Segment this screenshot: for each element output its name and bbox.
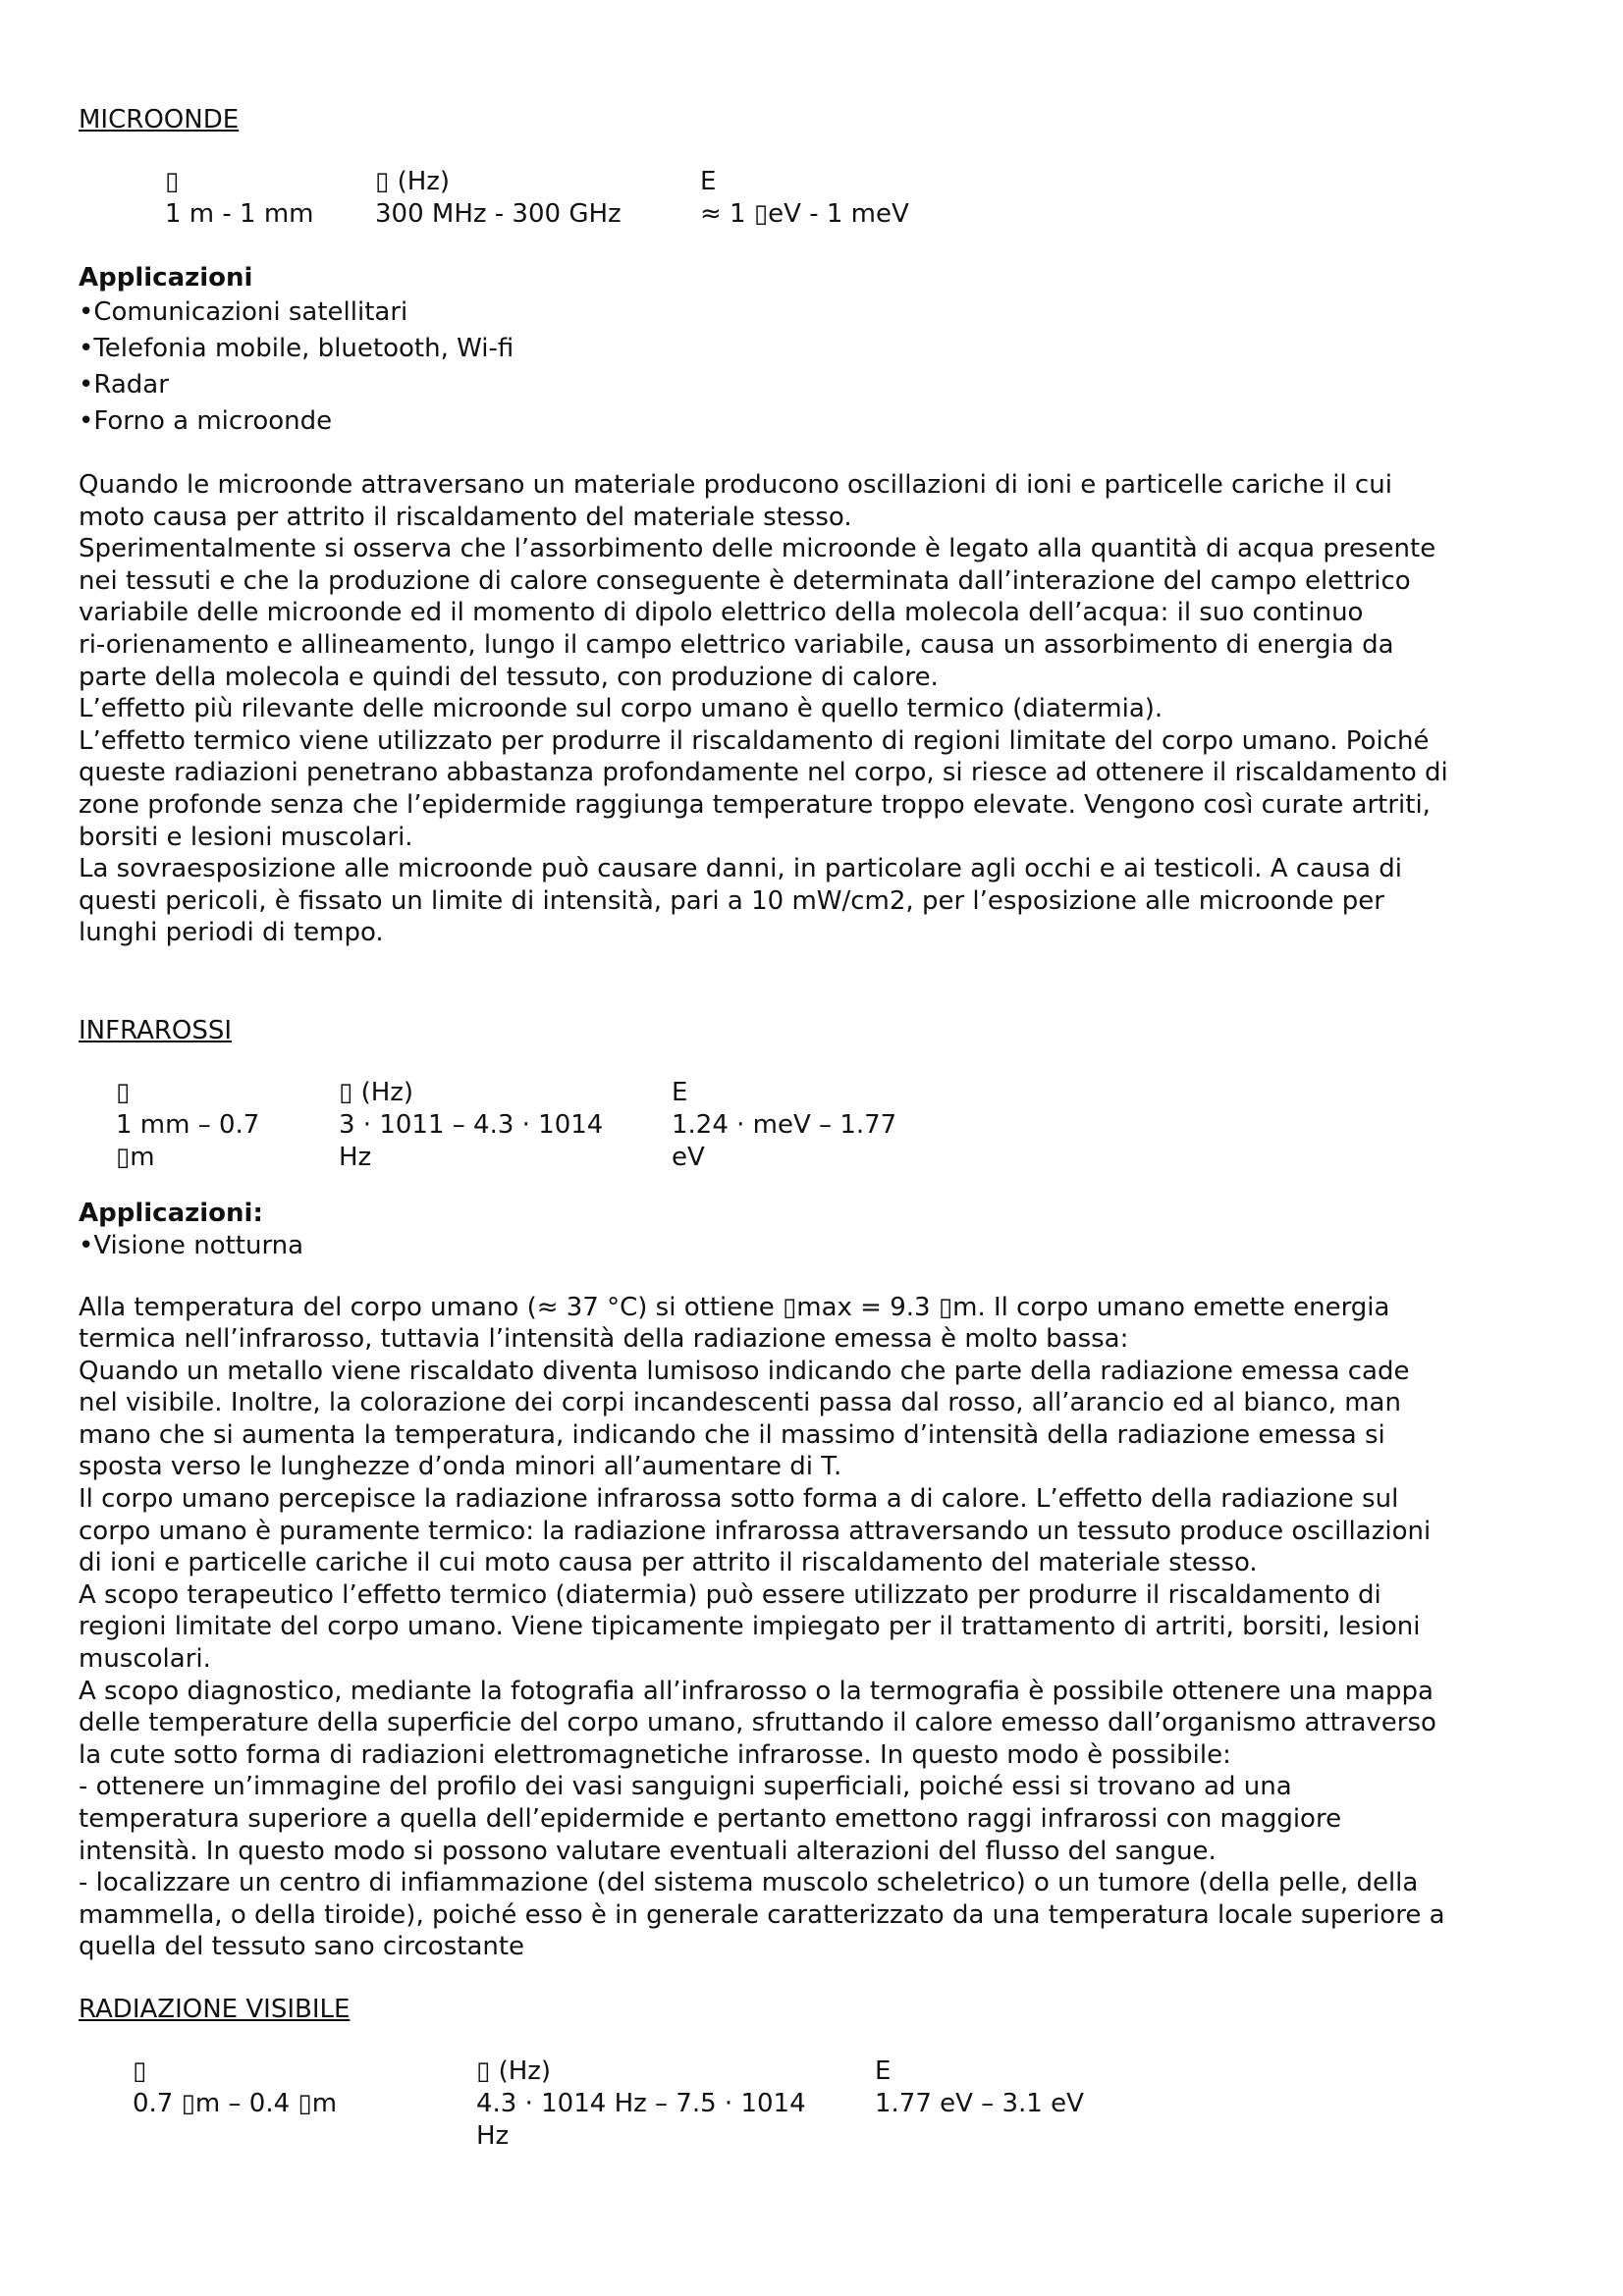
table-value: Hz [476, 2120, 510, 2151]
text-line: corpo umano è puramente termico: la radiazione infrarossa attraversando un tessuto produce oscillazioni [79, 1516, 1432, 1546]
table-col-frequency [339, 1077, 603, 1174]
table-value: 1 mm – 0.7 [116, 1109, 260, 1140]
list-item: •Forno a microonde [79, 406, 333, 436]
table-col-wavelength [165, 166, 314, 231]
table-value: 300 MHz - 300 GHz [375, 199, 622, 229]
text-line: queste radiazioni penetrano abbastanza profondamente nel corpo, si riesce ad ottenere il riscaldamento di [79, 758, 1448, 788]
text-line: quella del tessuto sano circostante [79, 1932, 525, 1962]
microonde-body [79, 469, 1551, 949]
text-line: questi pericoli, è fissato un limite di intensità, pari a 10 mW/cm2, per l’esposizione alle microonde per [79, 885, 1384, 916]
text-line: lunghi periodi di tempo. [79, 918, 384, 948]
table-col-frequency [476, 2056, 806, 2153]
table-value: ≈ 1 ▯eV - 1 meV [700, 199, 909, 229]
text-line: regioni limitate del corpo umano. Viene tipicamente impiegato per il trattamento di artriti, borsiti, lesioni [79, 1612, 1421, 1642]
table-value: 0.7 ▯m – 0.4 ▯m [133, 2088, 338, 2118]
text-line: variabile delle microonde ed il momento di dipolo elettrico della molecola dell’acqua: il suo continuo [79, 598, 1364, 628]
text-line: temperatura superiore a quella dell’epidermide e pertanto emettono raggi infrarossi con maggiore [79, 1804, 1342, 1834]
table-value: eV [672, 1142, 705, 1172]
text-line: intensità. In questo modo si possono valutare eventuali alterazioni del flusso del sangue. [79, 1836, 1217, 1866]
table-col-energy [875, 2056, 1084, 2120]
table-value: 1.77 eV – 3.1 eV [875, 2088, 1084, 2118]
table-header: ▯ [133, 2056, 147, 2086]
text-line: nel visibile. Inoltre, la colorazione dei corpi incandescenti passa dal rosso, all’arancio ed al bianco, man [79, 1388, 1401, 1418]
table-col-wavelength [116, 1077, 259, 1174]
list-item: •Radar [79, 370, 169, 400]
table-value: 1.24 · meV – 1.77 [672, 1109, 897, 1140]
text-line: Sperimentalmente si osserva che l’assorbimento delle microonde è legato alla quantità di acqua presente [79, 534, 1436, 564]
table-header: ▯ (Hz) [476, 2056, 552, 2086]
table-col-energy [672, 1077, 896, 1174]
applications-title: Applicazioni [79, 263, 253, 293]
infrarossi-table [79, 1077, 1551, 1175]
infrarossi-body [79, 1292, 1551, 1963]
text-line: termica nell’infrarosso, tuttavia l’intensità della radiazione emessa è molto bassa: [79, 1324, 1129, 1355]
text-line: Quando un metallo viene riscaldato diventa lumisoso indicando che parte della radiazione emessa cade [79, 1356, 1410, 1386]
text-line: Il corpo umano percepisce la radiazione infrarossa sotto forma a di calore. L’effetto della radiazione sul [79, 1484, 1399, 1515]
section-heading-microonde: MICROONDE [79, 105, 240, 134]
text-line: mano che si aumenta la temperatura, indicando che il massimo d’intensità della radiazione emessa si [79, 1419, 1385, 1450]
text-line: delle temperature della superficie del corpo umano, sfruttando il calore emesso dall’organismo attraverso [79, 1708, 1436, 1738]
table-header: E [672, 1077, 688, 1107]
text-line: L’effetto termico viene utilizzato per produrre il riscaldamento di regioni limitate del corpo umano. Poiché [79, 725, 1430, 756]
table-col-wavelength [133, 2056, 337, 2120]
text-line: la cute sotto forma di radiazioni elettromagnetiche infrarosse. In questo modo è possibile: [79, 1739, 1231, 1770]
text-line: Quando le microonde attraversano un materiale producono oscillazioni di ioni e particelle cariche il cui [79, 470, 1392, 500]
table-header: ▯ (Hz) [375, 167, 451, 196]
table-header: ▯ [165, 167, 180, 196]
table-header: E [700, 167, 717, 196]
text-line: - localizzare un centro di infiammazione (del sistema muscolo scheletrico) o un tumore (della pelle, della [79, 1868, 1419, 1898]
text-line: Alla temperatura del corpo umano (≈ 37 °C) si ottiene ▯max = 9.3 ▯m. Il corpo umano emette energia [79, 1292, 1390, 1322]
text-line: nei tessuti e che la produzione di calore conseguente è determinata dall’interazione del campo elettrico [79, 565, 1411, 596]
table-header: E [875, 2056, 892, 2086]
text-line: borsiti e lesioni muscolari. [79, 822, 413, 852]
list-item: •Visione notturna [79, 1230, 304, 1260]
text-line: A scopo diagnostico, mediante la fotografia all’infrarosso o la termografia è possibile ottenere una mappa [79, 1676, 1434, 1706]
text-line: A scopo terapeutico l’effetto termico (diatermia) può essere utilizzato per produrre il riscaldamento di [79, 1579, 1381, 1610]
table-value: ▯m [116, 1142, 155, 1172]
table-value: 1 m - 1 mm [165, 199, 314, 229]
text-line: ri-orienamento e allineamento, lungo il campo elettrico variabile, causa un assorbimento di energia da [79, 629, 1394, 660]
text-line: mammella, o della tiroide), poiché esso è in generale caratterizzato da una temperatura locale superiore a [79, 1899, 1445, 1930]
text-line: muscolari. [79, 1644, 211, 1675]
section-heading-visibile: RADIAZIONE VISIBILE [79, 1994, 351, 2024]
table-value: 3 · 1011 – 4.3 · 1014 [339, 1109, 604, 1140]
table-value: Hz [339, 1142, 372, 1172]
table-col-frequency [375, 166, 622, 231]
text-line: parte della molecola e quindi del tessuto, con produzione di calore. [79, 662, 939, 692]
table-header: ▯ [116, 1077, 131, 1107]
text-line: moto causa per attrito il riscaldamento del materiale stesso. [79, 502, 852, 532]
text-line: - ottenere un’immagine del profilo dei vasi sanguigni superficiali, poiché essi si trovano ad una [79, 1772, 1292, 1802]
visibile-table [79, 2056, 1551, 2154]
text-line: L’effetto più rilevante delle microonde sul corpo umano è quello termico (diatermia). [79, 694, 1163, 724]
document-page [79, 103, 1551, 2154]
microonde-table [79, 166, 1551, 235]
section-heading-infrarossi: INFRAROSSI [79, 1015, 233, 1045]
text-line: La sovraesposizione alle microonde può causare danni, in particolare agli occhi e ai testicoli. A causa di [79, 854, 1403, 884]
list-item: •Telefonia mobile, bluetooth, Wi-fi [79, 334, 514, 363]
text-line: di ioni e particelle cariche il cui moto causa per attrito il riscaldamento del materiale stesso. [79, 1548, 1258, 1578]
text-line: sposta verso le lunghezze d’onda minori all’aumentare di T. [79, 1452, 842, 1482]
text-line: zone profonde senza che l’epidermide raggiunga temperature troppo elevate. Vengono così curate artriti, [79, 789, 1431, 820]
table-value: 4.3 · 1014 Hz – 7.5 · 1014 [476, 2088, 806, 2118]
list-item: •Comunicazioni satellitari [79, 297, 408, 327]
applications-title: Applicazioni: [79, 1198, 263, 1228]
table-header: ▯ (Hz) [339, 1077, 414, 1107]
table-col-energy [700, 166, 909, 231]
